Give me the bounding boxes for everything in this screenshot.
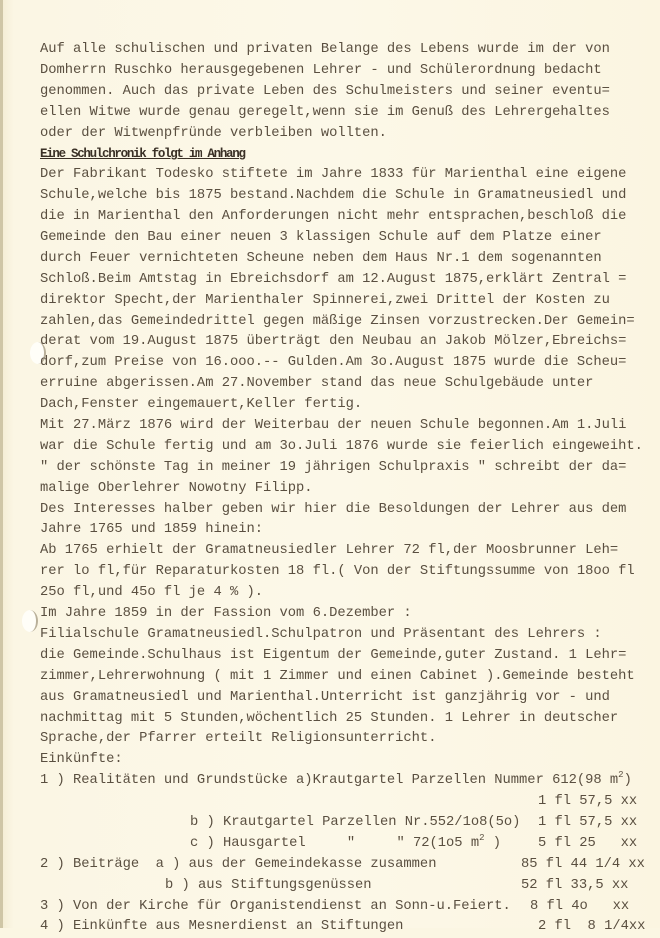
income-row-1c (40, 834, 643, 855)
text-line: war die Schule fertig und am 3o.Juli 1876 wurde sie feierlich eingeweiht. (40, 438, 643, 454)
income-label-close: ) (623, 773, 632, 789)
text-line: " der schönste Tag in meiner 19 jährigen Schulpraxis " schreibt der da= (40, 459, 627, 475)
text-line: derat vom 19.August 1875 überträgt den Neubau an Jakob Mölzer,Ebreichs= (40, 334, 627, 350)
text-line: zahlen,das Gemeindedrittel gegen mäßige Zinsen vorzustrecken.Der Gemein= (40, 313, 635, 329)
income-heading: Einkünfte: (40, 752, 123, 768)
text-line: Mit 27.März 1876 wird der Weiterbau der neuen Schule begonnen.Am 1.Juli (40, 418, 627, 434)
income-label: 4 ) Einkünfte aus Mesnerdienst an Stiftungen (40, 919, 404, 935)
income-amount: 8 fl 4o xx (530, 898, 630, 914)
income-row-1a-amount (40, 792, 643, 813)
text-line: direktor Specht,der Marienthaler Spinnerei,zwei Drittel der Kosten zu (40, 292, 610, 308)
income-amount: 2 fl 8 1/4xx (538, 919, 646, 935)
income-row-1a (40, 771, 643, 792)
text-line: Im Jahre 1859 in der Fassion vom 6.Dezember : (40, 606, 412, 622)
text-line: Gemeinde den Bau einer neuen 3 klassigen Schule auf dem Platze einer (40, 230, 602, 246)
income-amount: 52 fl 33,5 xx (521, 877, 629, 893)
text-line: Des Interesses halber geben wir hier die Besoldungen der Lehrer aus dem (40, 501, 627, 517)
superscript: 2 (618, 770, 624, 781)
income-label-close: ) (484, 835, 502, 851)
text-line: Filialschule Gramatneusiedl.Schulpatron und Präsentant des Lehrers : (40, 626, 602, 642)
overstruck-heading: Eine Schulchronik folgt im Anhang (40, 147, 245, 162)
text-line: Dach,Fenster eingemauert,Keller fertig. (40, 397, 363, 413)
income-label: 3 ) Von der Kirche für Organistendienst an Sonn-u.Feiert. (40, 898, 511, 914)
text-line: nachmittag mit 5 Stunden,wöchentlich 25 Stunden. 1 Lehrer in deutscher (40, 710, 619, 726)
text-line: Schloß.Beim Amtstag in Ebreichsdorf am 12.August 1875,erklärt Zentral = (40, 271, 627, 287)
text-line: oder der Witwenpfründe verbleiben wollten. (40, 125, 387, 141)
text-line: aus Gramatneusiedl und Marienthal.Unterricht ist ganzjährig vor - und (40, 689, 610, 705)
income-row-3 (40, 897, 643, 918)
text-line: erruine abgerissen.Am 27.November stand das neue Schulgebäude unter (40, 376, 594, 392)
text-line: die in Marienthal den Anforderungen nicht mehr entsprachen,beschloß die (40, 209, 627, 225)
text-line: Sprache,der Pfarrer erteilt Religionsunterricht. (40, 731, 437, 747)
typewritten-text (40, 40, 646, 938)
text-line: genommen. Auch das private Leben des Schulmeisters und seiner eventu= (40, 83, 610, 99)
income-row-1b (40, 813, 643, 834)
income-amount: 1 fl 57,5 xx (538, 794, 638, 810)
income-label: 1 ) Realitäten und Grundstücke a)Krautgartel Parzellen Nummer 612(98 m (40, 773, 619, 789)
text-line: Schule,welche bis 1875 bestand.Nachdem die Schule in Gramatneusiedl und (40, 188, 627, 204)
text-line: Der Fabrikant Todesko stiftete im Jahre 1833 für Marienthal eine eigene (40, 167, 627, 183)
text-line: Jahre 1765 und 1859 hinein: (40, 522, 264, 538)
income-label: 2 ) Beiträge a ) aus der Gemeindekasse zusammen (40, 856, 437, 872)
income-label: b ) aus Stiftungsgenüssen (165, 877, 372, 893)
income-label: b ) Krautgartel Parzellen Nr.552/1o8(5o) (190, 814, 521, 830)
text-line: Domherrn Ruschko herausgegebenen Lehrer - und Schülerordnung bedacht (40, 62, 602, 78)
punch-hole (22, 610, 38, 632)
income-row-2a (40, 855, 643, 876)
text-line: ellen Witwe wurde genau geregelt,wenn sie im Genuß des Lehrergehaltes (40, 104, 610, 120)
text-line: 25o fl,und 45o fl je 4 % ). (40, 585, 264, 601)
income-row-2b (40, 876, 643, 897)
income-amount: 1 fl 57,5 xx (538, 814, 638, 830)
text-line: dorf,zum Preise von 16.ooo.-- Gulden.Am 3o.August 1875 wurde die Scheu= (40, 355, 627, 371)
text-line: durch Feuer vernichteten Scheune neben dem Haus Nr.1 dem sogenannten (40, 250, 602, 266)
income-amount: 85 fl 44 1/4 xx (521, 856, 645, 872)
text-line: zimmer,Lehrerwohnung ( mit 1 Zimmer und einen Cabinet ).Gemeinde besteht (40, 668, 635, 684)
superscript: 2 (479, 832, 485, 843)
income-amount: 5 fl 25 xx (538, 835, 638, 851)
text-line: malige Oberlehrer Nowotny Filipp. (40, 480, 313, 496)
text-line: Auf alle schulischen und privaten Belange des Lebens wurde im der von (40, 42, 610, 57)
text-line: die Gemeinde.Schulhaus ist Eigentum der Gemeinde,guter Zustand. 1 Lehr= (40, 647, 627, 663)
income-label: c ) Hausgartel " " 72(1o5 m (190, 835, 480, 851)
text-line: rer lo fl,für Reparaturkosten 18 fl.( Von der Stiftungssumme von 18oo fl (40, 564, 635, 580)
income-label-wrap (190, 834, 501, 855)
text-line: Ab 1765 erhielt der Gramatneusiedler Lehrer 72 fl,der Moosbrunner Leh= (40, 543, 619, 559)
page-edge (0, 0, 3, 928)
